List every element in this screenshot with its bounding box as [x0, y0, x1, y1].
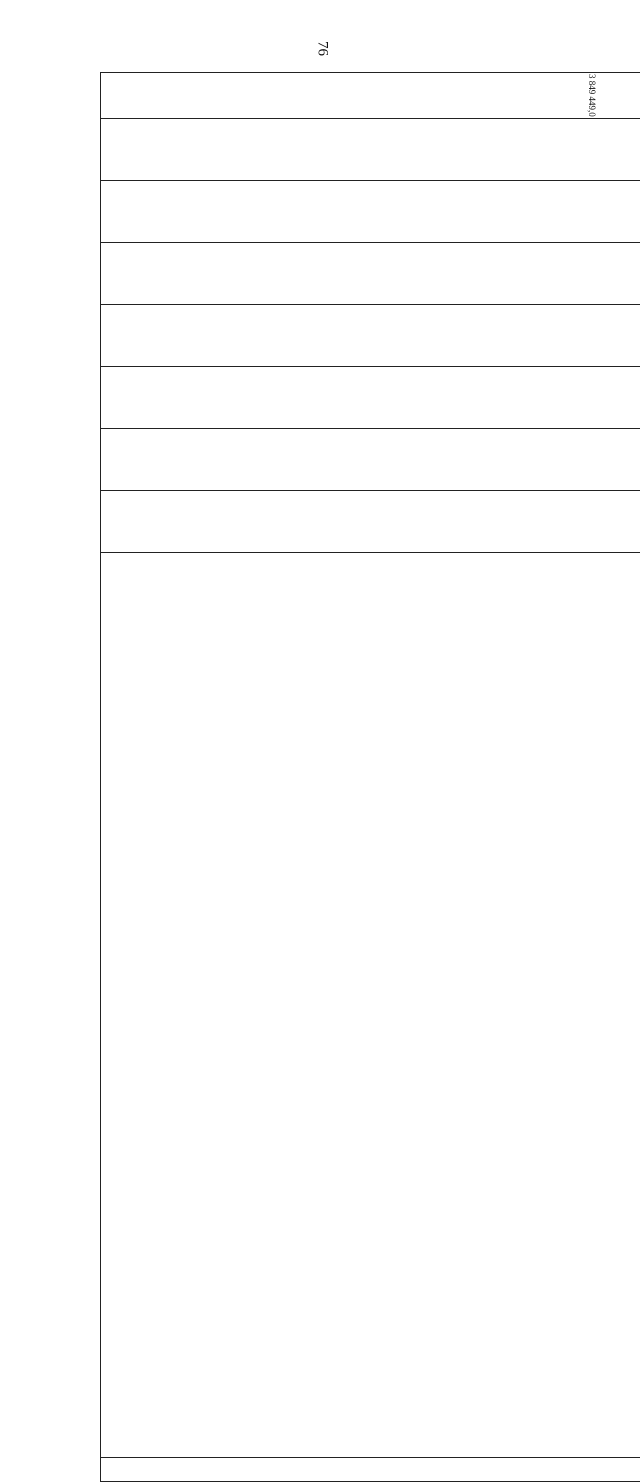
table-cell-value: 3 849 449,0 — [101, 73, 640, 119]
column-number-row — [101, 73, 640, 119]
table-cell-description — [101, 552, 640, 1457]
table-field-row — [101, 552, 640, 1457]
table-field-row — [101, 304, 640, 366]
page-number: 76 — [314, 37, 331, 61]
table-field-row — [101, 180, 640, 242]
table-cell-value — [101, 304, 640, 366]
table-cell-value — [101, 490, 640, 552]
table-field-row — [101, 1457, 640, 1481]
table-field-row — [101, 242, 640, 304]
table-field-row — [101, 366, 640, 428]
budget-table — [100, 72, 640, 1482]
table-cell-value — [101, 428, 640, 490]
table-cell-value — [101, 242, 640, 304]
table-cell-value — [101, 180, 640, 242]
table-field-row — [101, 118, 640, 180]
table-cell-row-number — [101, 1457, 640, 1481]
table-cell-value — [101, 118, 640, 180]
table-cell-value — [101, 366, 640, 428]
table-field-row — [101, 490, 640, 552]
table-field-row — [101, 428, 640, 490]
